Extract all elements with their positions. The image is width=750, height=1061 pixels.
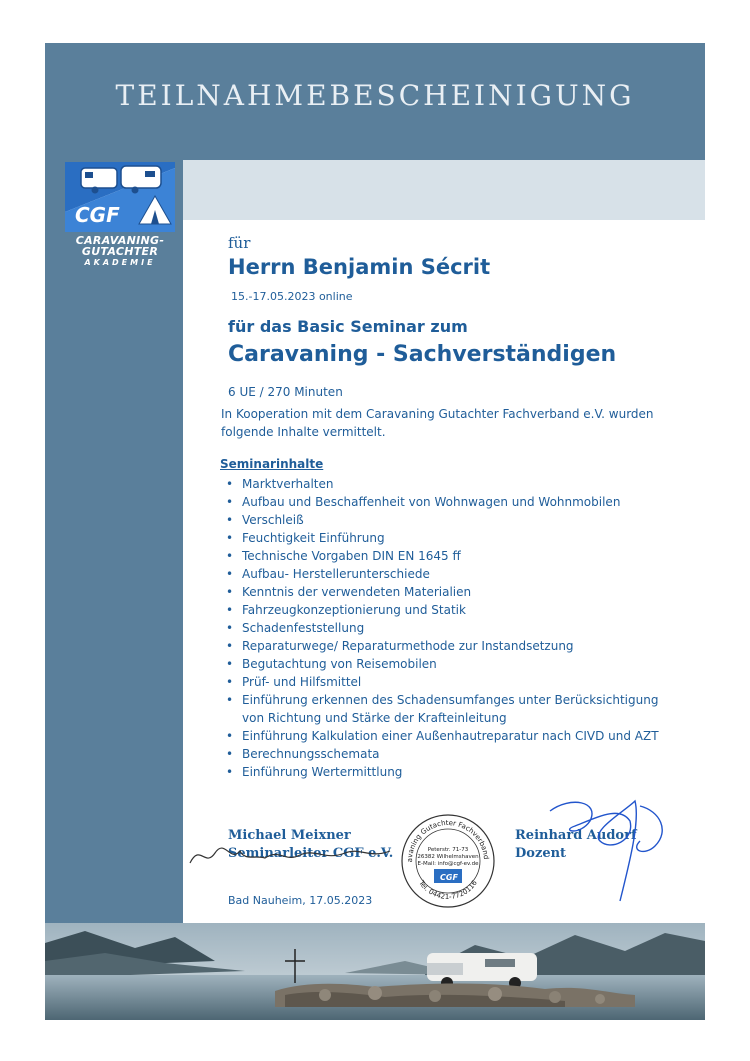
for-label: für bbox=[228, 234, 251, 252]
cooperation-text: In Kooperation mit dem Caravaning Gutachter Fachverband e.V. wurden folgende Inhalte vermittelt. bbox=[221, 407, 654, 439]
certificate-title: TEILNAHMEBESCHEINIGUNG bbox=[115, 79, 635, 112]
topic-item: • Technische Vorgaben DIN EN 1645 ff bbox=[223, 547, 673, 565]
topic-item: • Fahrzeugkonzeptionierung und Statik bbox=[223, 601, 673, 619]
topic-item: • Marktverhalten bbox=[223, 475, 673, 493]
stamp-email: E-Mail: info@cgf-ev.de bbox=[417, 861, 479, 867]
topic-item: • Einführung erkennen des Schadensumfanges unter Berücksichtigung von Richtung und Stärke der Krafteinleitung bbox=[223, 691, 673, 727]
topic-item: • Aufbau und Beschaffenheit von Wohnwagen und Wohnmobilen bbox=[223, 493, 673, 511]
contents-heading: Seminarinhalte bbox=[220, 457, 324, 471]
certificate-content bbox=[45, 43, 705, 1020]
stamp-logo bbox=[434, 869, 462, 883]
signer-name: Reinhard Audorf bbox=[515, 828, 637, 843]
stamp-logo-abbr: CGF bbox=[440, 873, 458, 882]
topic-item: • Berechnungsschemata bbox=[223, 745, 673, 763]
stamp-city: 26382 Wilhelmshaven bbox=[417, 854, 479, 860]
signature-meixner bbox=[185, 833, 405, 873]
topic-item: • Aufbau- Herstellerunterschiede bbox=[223, 565, 673, 583]
seminar-subject: Caravaning - Sachverständigen bbox=[228, 342, 617, 367]
seminar-line: für das Basic Seminar zum bbox=[228, 317, 468, 336]
topic-item: • Prüf- und Hilfsmittel bbox=[223, 673, 673, 691]
topics-list bbox=[223, 475, 673, 781]
topic-item: • Reparaturwege/ Reparaturmethode zur Instandsetzung bbox=[223, 637, 673, 655]
topic-item: • Begutachtung von Reisemobilen bbox=[223, 655, 673, 673]
topic-item: • Einführung Wertermittlung bbox=[223, 763, 673, 781]
place-date: Bad Nauheim, 17.05.2023 bbox=[228, 894, 373, 907]
signer-role: Seminarleiter CGF e.V. bbox=[228, 846, 394, 861]
signer-role: Dozent bbox=[515, 846, 567, 861]
logo-subtitle: AKADEMIE bbox=[84, 258, 156, 267]
signature-audorf bbox=[530, 791, 680, 911]
stamp-ring-bottom: Tel. 04421-7720116 bbox=[417, 879, 479, 902]
logo-name-line1: CARAVANING- bbox=[75, 234, 165, 247]
stamp-ring-top: avaning Gutachter Fachverband bbox=[405, 818, 491, 863]
seminar-date: 15.-17.05.2023 online bbox=[231, 290, 353, 303]
stamp-street: Peterstr. 71-73 bbox=[427, 847, 469, 853]
seminar-hours: 6 UE / 270 Minuten bbox=[228, 385, 343, 399]
landscape-banner bbox=[45, 923, 705, 1020]
recipient-name: Herrn Benjamin Sécrit bbox=[228, 255, 491, 279]
association-stamp bbox=[400, 813, 496, 909]
topic-item: • Feuchtigkeit Einführung bbox=[223, 529, 673, 547]
topic-item: • Verschleiß bbox=[223, 511, 673, 529]
logo-name-line2: GUTACHTER bbox=[81, 245, 159, 258]
signer-name: Michael Meixner bbox=[228, 828, 351, 843]
topic-item: • Kenntnis der verwendeten Materialien bbox=[223, 583, 673, 601]
topic-item: • Einführung Kalkulation einer Außenhautreparatur nach CIVD und AZT bbox=[223, 727, 673, 745]
logo-abbr: CGF bbox=[75, 203, 120, 227]
certificate-page bbox=[45, 43, 705, 1020]
topic-item: • Schadenfeststellung bbox=[223, 619, 673, 637]
